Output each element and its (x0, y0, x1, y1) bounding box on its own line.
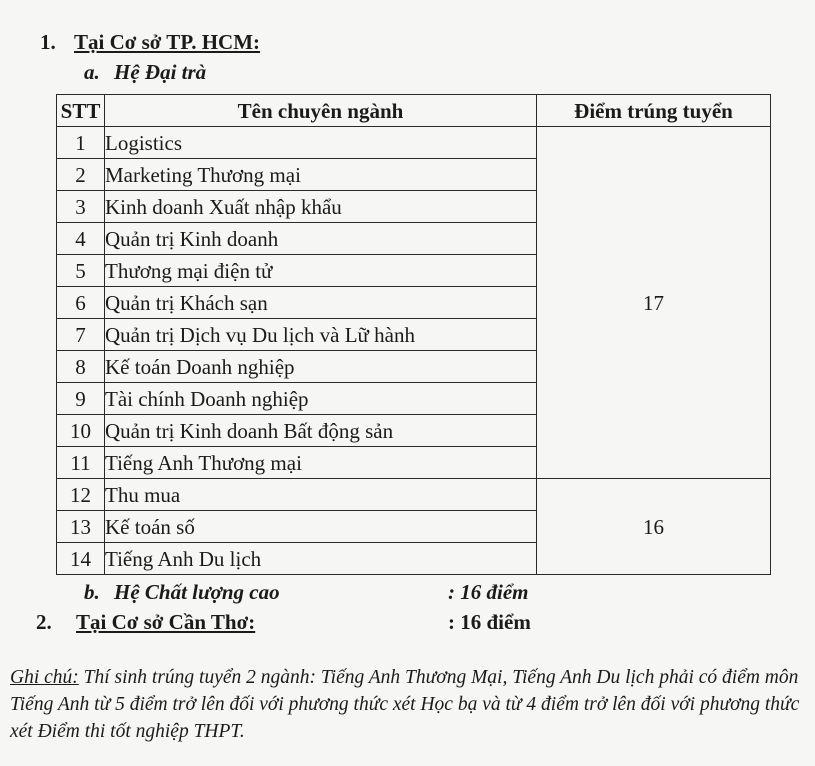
row-major-name: Quản trị Kinh doanh Bất động sản (105, 415, 537, 447)
row-stt: 2 (57, 159, 105, 191)
row-stt: 14 (57, 543, 105, 575)
row-major-name: Kế toán số (105, 511, 537, 543)
section-2-heading (36, 610, 255, 635)
section-1-heading (40, 30, 260, 55)
table-row (57, 127, 771, 159)
row-stt: 6 (57, 287, 105, 319)
row-stt: 10 (57, 415, 105, 447)
row-stt: 3 (57, 191, 105, 223)
row-stt: 4 (57, 223, 105, 255)
row-major-name: Tài chính Doanh nghiệp (105, 383, 537, 415)
row-major-name: Marketing Thương mại (105, 159, 537, 191)
row-major-name: Thu mua (105, 479, 537, 511)
admission-score-table (56, 94, 771, 575)
header-stt: STT (57, 95, 105, 127)
section-2-title: Tại Cơ sở Cần Thơ: (76, 610, 256, 634)
subsection-a-heading (84, 60, 206, 85)
header-major-name: Tên chuyên ngành (105, 95, 537, 127)
note-label: Ghi chú: (10, 667, 79, 688)
row-major-name: Thương mại điện tử (105, 255, 537, 287)
row-stt: 13 (57, 511, 105, 543)
row-major-name: Logistics (105, 127, 537, 159)
section-2-score: : 16 điểm (448, 610, 531, 634)
score-group-2: 16 (537, 479, 771, 575)
row-major-name: Quản trị Dịch vụ Du lịch và Lữ hành (105, 319, 537, 351)
subsection-b-title: Hệ Chất lượng cao (114, 580, 280, 604)
score-group-1: 17 (537, 127, 771, 479)
row-stt: 8 (57, 351, 105, 383)
subsection-b-label: b. (84, 580, 100, 604)
section-1-number: 1. (40, 30, 56, 54)
row-major-name: Quản trị Kinh doanh (105, 223, 537, 255)
row-major-name: Kế toán Doanh nghiệp (105, 351, 537, 383)
section-1-title: Tại Cơ sở TP. HCM: (74, 30, 261, 54)
subsection-b-heading (84, 580, 280, 605)
row-stt: 7 (57, 319, 105, 351)
row-major-name: Kinh doanh Xuất nhập khẩu (105, 191, 537, 223)
table-row (57, 479, 771, 511)
row-major-name: Tiếng Anh Du lịch (105, 543, 537, 575)
row-major-name: Quản trị Khách sạn (105, 287, 537, 319)
row-stt: 9 (57, 383, 105, 415)
row-stt: 11 (57, 447, 105, 479)
section-2-number: 2. (36, 610, 52, 634)
row-major-name: Tiếng Anh Thương mại (105, 447, 537, 479)
table-header-row (57, 95, 771, 127)
note-text: Thí sinh trúng tuyển 2 ngành: Tiếng Anh Thương Mại, Tiếng Anh Du lịch phải có điểm môn Tiếng Anh từ 5 điểm trở lên đối với phương thức xét Học bạ và từ 4 điểm trở lên đối với phương thức xét Điểm thi tốt nghiệp THPT. (10, 667, 800, 742)
row-stt: 12 (57, 479, 105, 511)
row-stt: 5 (57, 255, 105, 287)
subsection-a-label: a. (84, 60, 100, 84)
subsection-b-score: : 16 điểm (448, 580, 529, 604)
note-paragraph (10, 664, 810, 745)
row-stt: 1 (57, 127, 105, 159)
header-admission-score: Điểm trúng tuyển (537, 95, 771, 127)
subsection-a-title: Hệ Đại trà (114, 60, 207, 84)
